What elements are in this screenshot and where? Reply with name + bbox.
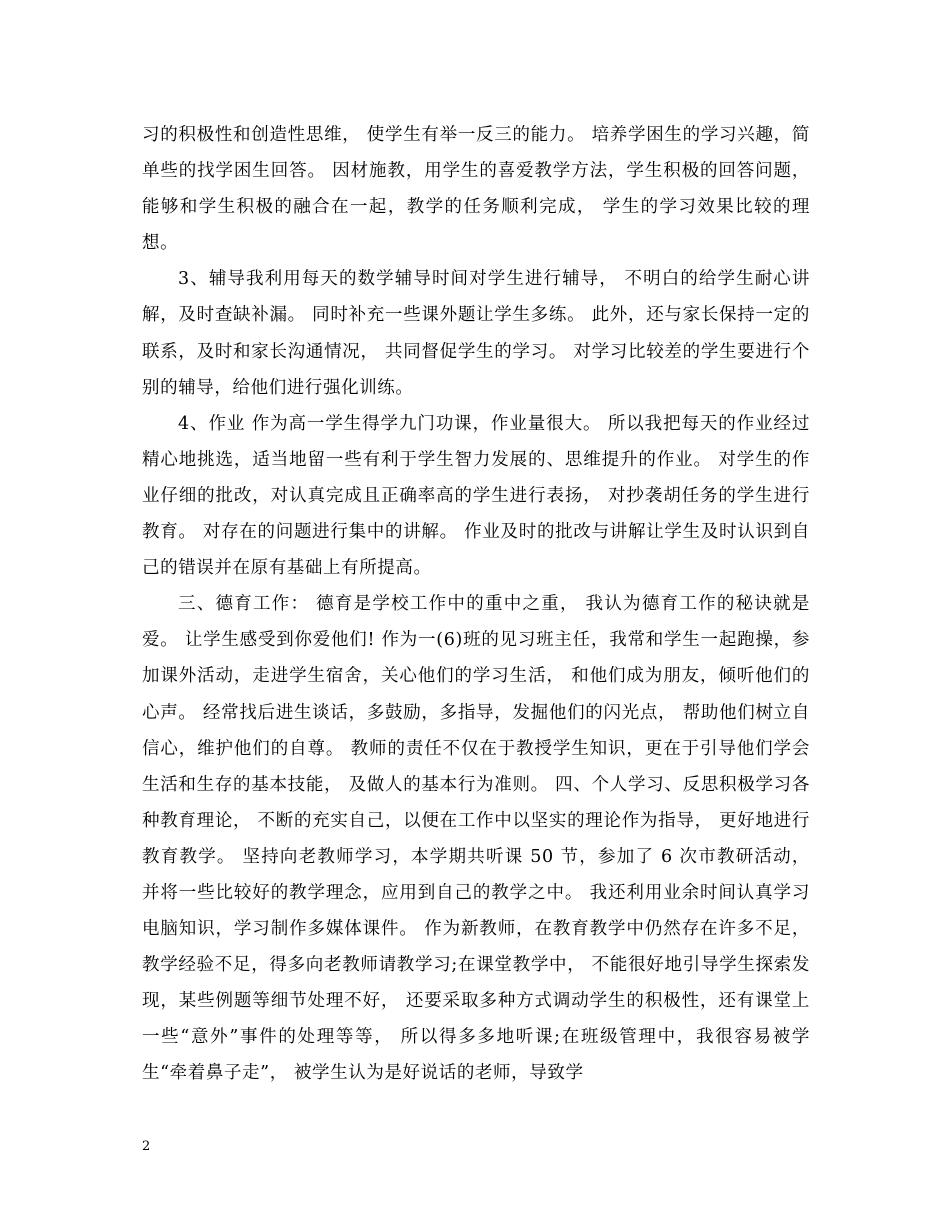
document-body [142,117,810,1092]
paragraph-homework: 4、作业 作为高一学生得学九门功课，作业量很大。 所以我把每天的作业经过精心地挑选，适当地留一些有利于学生智力发展的、思维提升的作业。 对学生的作业仔细的批改，对认真完成且正确率高的学生进行表扬， 对抄袭胡任务的学生进行教育。 对存在的问题进行集中的讲解。 作业及时的批改与讲解让学生及时认识到自己的错误并在原有基础上有所提高。 [142,413,810,579]
paragraph-continuation: 习的积极性和创造性思维， 使学生有举一反三的能力。 培养学困生的学习兴趣，简单些的找学困生回答。 因材施教，用学生的喜爱教学方法，学生积极的回答问题， 能够和学生积极的融合在一起，教学的任务顺利完成， 学生的学习效果比较的理想。 [142,125,810,254]
page-number: 2 [142,1139,151,1154]
paragraph-moral-education: 三、德育工作： 德育是学校工作中的重中之重， 我认为德育工作的秘诀就是爱。 让学生感受到你爱他们! 作为一(6)班的见习班主任，我常和学生一起跑操，参加课外活动，走进学生宿舍，关心他们的学习生活， 和他们成为朋友，倾听他们的心声。 经常找后进生谈话，多鼓励，多指导，发掘他们的闪光点， 帮助他们树立自信心，维护他们的自尊。 教师的责任不仅在于教授学生知识，更在于引导他们学会生活和生存的基本技能， 及做人的基本行为准则。 四、个人学习、反思积极学习各种教育理论， 不断的充实自己，以便在工作中以坚实的理论作为指导， 更好地进行教育教学。 坚持向老教师学习，本学期共听课 50 节，参加了 6 次市教研活动， 并将一些比较好的教学理念，应用到自己的教学之中。 我还利用业余时间认真学习电脑知识，学习制作多媒体课件。 作为新教师，在教育教学中仍然存在许多不足， 教学经验不足，得多向老教师请教学习;在课堂教学中， 不能很好地引导学生探索发现，某些例题等细节处理不好， 还要采取多种方式调动学生的积极性，还有课堂上一些“意外”事件的处理等等， 所以得多多地听课;在班级管理中，我很容易被学生“牵着鼻子走”， 被学生认为是好说话的老师，导致学 [142,594,810,1084]
paragraph-tutoring: 3、辅导我利用每天的数学辅导时间对学生进行辅导， 不明白的给学生耐心讲解，及时查缺补漏。 同时补充一些课外题让学生多练。 此外，还与家长保持一定的联系，及时和家长沟通情况， 共同督促学生的学习。 对学习比较差的学生要进行个别的辅导，给他们进行强化训练。 [142,269,810,398]
